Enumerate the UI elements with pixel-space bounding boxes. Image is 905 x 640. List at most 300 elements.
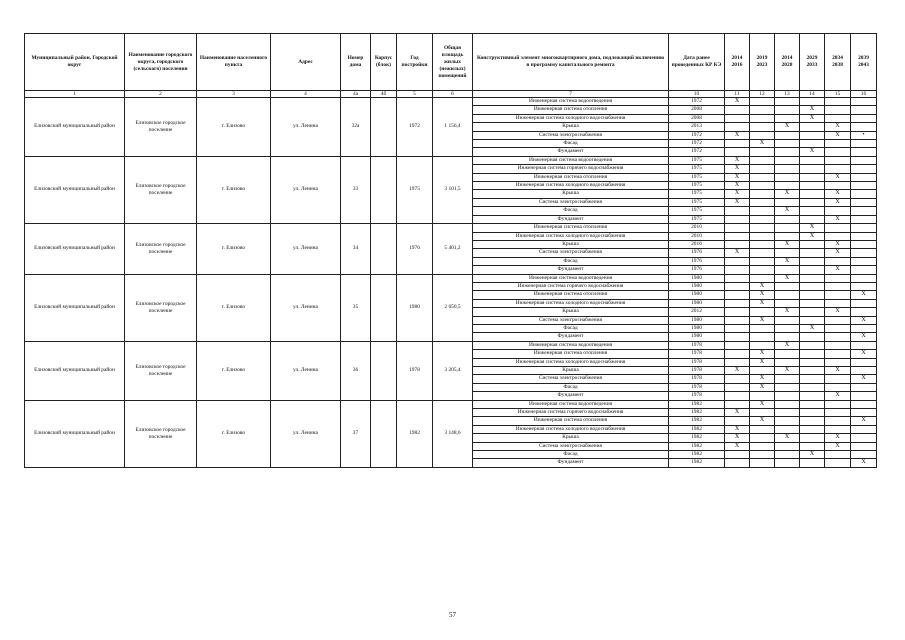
header-cell: Наименование населенного пункта (197, 34, 271, 91)
period-mark-cell: X (775, 274, 800, 282)
period-mark-cell: X (775, 341, 800, 349)
period-mark-cell (825, 114, 851, 122)
period-mark-cell (851, 400, 877, 408)
period-mark-cell: X (825, 392, 851, 400)
period-mark-cell (825, 207, 851, 215)
period-mark-cell: X (851, 291, 877, 299)
period-mark-cell (750, 324, 775, 332)
block-cell (371, 156, 397, 223)
period-mark-cell (800, 299, 825, 307)
column-number: 14 (800, 91, 825, 98)
element-cell: Крыша (473, 308, 669, 316)
repair-date-cell: 1982 (669, 442, 725, 450)
period-mark-cell (825, 451, 851, 459)
period-mark-cell: X (825, 190, 851, 198)
period-mark-cell: X (775, 190, 800, 198)
period-mark-cell (851, 409, 877, 417)
street-cell: ул. Ленина (271, 224, 341, 274)
repair-date-cell: 1982 (669, 425, 725, 433)
street-cell: ул. Ленина (271, 341, 341, 400)
settlement-cell: Елизовское городское поселение (125, 341, 197, 400)
period-mark-cell (800, 266, 825, 274)
element-cell: Фундамент (473, 266, 669, 274)
period-mark-cell: X (825, 434, 851, 442)
period-mark-cell (825, 282, 851, 290)
period-mark-cell (775, 358, 800, 366)
period-mark-cell: X (725, 249, 750, 257)
repair-date-cell: 1982 (669, 417, 725, 425)
period-mark-cell (750, 257, 775, 265)
document-page (24, 33, 877, 468)
header-cell: Год постройки (397, 34, 433, 91)
period-mark-cell: X (725, 165, 750, 173)
period-mark-cell (750, 131, 775, 139)
column-number: 11 (725, 91, 750, 98)
period-mark-cell: X (851, 333, 877, 341)
element-cell: Фасад (473, 207, 669, 215)
build-year-cell: 1976 (397, 224, 433, 274)
settlement-cell: Елизовское городское поселение (125, 224, 197, 274)
house-number-cell: 34 (341, 224, 371, 274)
element-cell: Крыша (473, 190, 669, 198)
repair-date-cell: 1975 (669, 165, 725, 173)
element-cell: Инженерная система холодного водоснабжения (473, 232, 669, 240)
period-mark-cell (725, 383, 750, 391)
period-mark-cell (825, 358, 851, 366)
element-cell: Система электроснабжения (473, 375, 669, 383)
period-mark-cell (775, 459, 800, 467)
period-mark-cell (775, 224, 800, 232)
column-number: 7 (473, 91, 669, 98)
period-mark-cell (750, 114, 775, 122)
period-mark-cell (750, 425, 775, 433)
repair-date-cell: 1972 (669, 148, 725, 156)
period-mark-cell (775, 198, 800, 206)
period-mark-cell (750, 240, 775, 248)
element-cell: Инженерная система водоотведения (473, 274, 669, 282)
period-mark-cell (851, 173, 877, 181)
period-mark-cell (800, 140, 825, 148)
period-mark-cell (750, 266, 775, 274)
period-mark-cell (725, 232, 750, 240)
period-mark-cell (725, 350, 750, 358)
street-cell: ул. Ленина (271, 400, 341, 467)
element-cell: Инженерная система холодного водоснабжения (473, 114, 669, 122)
period-mark-cell (800, 409, 825, 417)
period-mark-cell (800, 198, 825, 206)
period-mark-cell (725, 333, 750, 341)
period-mark-cell (775, 400, 800, 408)
period-mark-cell (851, 182, 877, 190)
header-cell: 2019 2023 (750, 34, 775, 91)
period-mark-cell (775, 451, 800, 459)
district-cell: Елизовский муниципальный район (25, 274, 125, 341)
element-cell: Система электроснабжения (473, 131, 669, 139)
period-mark-cell (851, 106, 877, 114)
period-mark-cell (800, 442, 825, 450)
locality-cell: г. Елизово (197, 224, 271, 274)
period-mark-cell (750, 224, 775, 232)
element-cell: Фундамент (473, 215, 669, 223)
table-row (25, 341, 877, 349)
period-mark-cell (800, 392, 825, 400)
build-year-cell: 1980 (397, 274, 433, 341)
period-mark-cell: X (851, 350, 877, 358)
period-mark-cell (825, 232, 851, 240)
period-mark-cell: X (750, 350, 775, 358)
area-cell: 3 205,4 (433, 341, 473, 400)
period-mark-cell (725, 240, 750, 248)
block-cell (371, 98, 397, 157)
element-cell: Крыша (473, 434, 669, 442)
district-cell: Елизовский муниципальный район (25, 98, 125, 157)
period-mark-cell: X (825, 308, 851, 316)
header-cell: 2034 2038 (825, 34, 851, 91)
column-number: 13 (775, 91, 800, 98)
period-mark-cell (725, 417, 750, 425)
period-mark-cell (775, 173, 800, 181)
period-mark-cell (775, 148, 800, 156)
period-mark-cell: X (775, 207, 800, 215)
period-mark-cell: X (825, 215, 851, 223)
locality-cell: г. Елизово (197, 341, 271, 400)
area-cell: 3 148,6 (433, 400, 473, 467)
period-mark-cell (851, 224, 877, 232)
settlement-cell: Елизовское городское поселение (125, 274, 197, 341)
element-cell: Фасад (473, 140, 669, 148)
repair-date-cell: 1980 (669, 274, 725, 282)
period-mark-cell (750, 392, 775, 400)
period-mark-cell: X (800, 232, 825, 240)
block-cell (371, 224, 397, 274)
period-mark-cell: X (851, 316, 877, 324)
element-cell: Инженерная система водоотведения (473, 341, 669, 349)
period-mark-cell (800, 274, 825, 282)
period-mark-cell: X (825, 240, 851, 248)
period-mark-cell: X (825, 442, 851, 450)
period-mark-cell: X (825, 198, 851, 206)
period-mark-cell (800, 190, 825, 198)
period-mark-cell (750, 442, 775, 450)
area-cell: 5 401,2 (433, 224, 473, 274)
period-mark-cell: X (725, 442, 750, 450)
period-mark-cell (851, 249, 877, 257)
period-mark-cell: X (750, 417, 775, 425)
period-mark-cell: X (725, 173, 750, 181)
header-cell: 2039 2043 (851, 34, 877, 91)
district-cell: Елизовский муниципальный район (25, 341, 125, 400)
repair-date-cell: 1982 (669, 459, 725, 467)
period-mark-cell (851, 299, 877, 307)
element-cell: Фасад (473, 451, 669, 459)
period-mark-cell (800, 383, 825, 391)
period-mark-cell (775, 106, 800, 114)
element-cell: Инженерная система водоотведения (473, 156, 669, 164)
element-cell: Крыша (473, 367, 669, 375)
element-cell: Инженерная система холодного водоснабжения (473, 425, 669, 433)
period-mark-cell: X (775, 308, 800, 316)
period-mark-cell (851, 358, 877, 366)
block-cell (371, 400, 397, 467)
period-mark-cell (725, 224, 750, 232)
header-cell: Общая площадь жилых (нежилых) помещений (433, 34, 473, 91)
table-row (25, 156, 877, 164)
period-mark-cell (800, 434, 825, 442)
repair-date-cell: 1980 (669, 333, 725, 341)
period-mark-cell (851, 274, 877, 282)
period-mark-cell: X (825, 131, 851, 139)
repair-date-cell: 1980 (669, 291, 725, 299)
header-cell: Наименование городского округа, городского (сельского) поселения (125, 34, 197, 91)
house-number-cell: 35 (341, 274, 371, 341)
repair-date-cell: 1976 (669, 257, 725, 265)
repair-date-cell: 1975 (669, 207, 725, 215)
period-mark-cell (725, 324, 750, 332)
period-mark-cell (825, 316, 851, 324)
period-mark-cell: X (725, 198, 750, 206)
period-mark-cell (725, 106, 750, 114)
repair-date-cell: 1975 (669, 190, 725, 198)
repair-date-cell: 2016 (669, 240, 725, 248)
header-cell: 2014 2028 (775, 34, 800, 91)
block-cell (371, 274, 397, 341)
element-cell: Фасад (473, 383, 669, 391)
column-number: 15 (825, 91, 851, 98)
period-mark-cell: X (851, 417, 877, 425)
period-mark-cell (775, 182, 800, 190)
period-mark-cell (750, 459, 775, 467)
period-mark-cell (800, 257, 825, 265)
period-mark-cell (851, 232, 877, 240)
period-mark-cell (775, 131, 800, 139)
period-mark-cell (775, 282, 800, 290)
period-mark-cell (851, 114, 877, 122)
street-cell: ул. Ленина (271, 274, 341, 341)
repair-date-cell: 1976 (669, 266, 725, 274)
period-mark-cell (775, 266, 800, 274)
period-mark-cell (725, 375, 750, 383)
column-number: 2 (125, 91, 197, 98)
repair-date-cell: 2010 (669, 224, 725, 232)
element-cell: Инженерная система отопления (473, 224, 669, 232)
period-mark-cell: X (775, 434, 800, 442)
period-mark-cell (775, 316, 800, 324)
element-cell: Инженерная система отопления (473, 417, 669, 425)
period-mark-cell (825, 165, 851, 173)
period-mark-cell: X (750, 282, 775, 290)
column-number: 12 (750, 91, 775, 98)
period-mark-cell (725, 282, 750, 290)
column-number: 3 (197, 91, 271, 98)
period-mark-cell: X (825, 123, 851, 131)
period-mark-cell (851, 308, 877, 316)
period-mark-cell (825, 459, 851, 467)
header-cell: Номер дома (341, 34, 371, 91)
settlement-cell: Елизовское городское поселение (125, 98, 197, 157)
element-cell: Инженерная система горячего водоснабжения (473, 409, 669, 417)
table-body (25, 98, 877, 468)
build-year-cell: 1982 (397, 400, 433, 467)
period-mark-cell (725, 451, 750, 459)
repair-date-cell: 1978 (669, 375, 725, 383)
element-cell: Крыша (473, 123, 669, 131)
period-mark-cell (725, 274, 750, 282)
period-mark-cell (800, 131, 825, 139)
period-mark-cell: X (750, 383, 775, 391)
period-mark-cell (775, 409, 800, 417)
repair-date-cell: 1982 (669, 409, 725, 417)
element-cell: Инженерная система холодного водоснабжения (473, 299, 669, 307)
period-mark-cell (775, 324, 800, 332)
period-mark-cell (725, 316, 750, 324)
period-mark-cell (800, 173, 825, 181)
period-mark-cell (750, 207, 775, 215)
element-cell: Инженерная система горячего водоснабжения (473, 165, 669, 173)
period-mark-cell (825, 425, 851, 433)
period-mark-cell (800, 367, 825, 375)
repair-date-cell: 2008 (669, 106, 725, 114)
element-cell: Инженерная система холодного водоснабжения (473, 358, 669, 366)
repair-date-cell: 1972 (669, 131, 725, 139)
period-mark-cell: X (800, 324, 825, 332)
period-mark-cell (725, 215, 750, 223)
period-mark-cell: X (775, 240, 800, 248)
period-mark-cell (750, 165, 775, 173)
period-mark-cell (800, 341, 825, 349)
locality-cell: г. Елизово (197, 400, 271, 467)
element-cell: Фундамент (473, 459, 669, 467)
column-number: 10 (669, 91, 725, 98)
district-cell: Елизовский муниципальный район (25, 224, 125, 274)
build-year-cell: 1975 (397, 156, 433, 223)
period-mark-cell (750, 232, 775, 240)
period-mark-cell (800, 240, 825, 248)
column-number: 5 (397, 91, 433, 98)
period-mark-cell (851, 367, 877, 375)
repair-date-cell: 2008 (669, 114, 725, 122)
period-mark-cell (825, 140, 851, 148)
element-cell: Фундамент (473, 392, 669, 400)
period-mark-cell: X (851, 459, 877, 467)
period-mark-cell (775, 350, 800, 358)
table-row (25, 274, 877, 282)
period-mark-cell (825, 341, 851, 349)
repair-date-cell: 1976 (669, 249, 725, 257)
page-number: 57 (449, 611, 456, 619)
period-mark-cell (775, 375, 800, 383)
period-mark-cell (851, 215, 877, 223)
element-cell: Система электроснабжения (473, 316, 669, 324)
repair-date-cell: 2010 (669, 232, 725, 240)
period-mark-cell (851, 425, 877, 433)
period-mark-cell (775, 215, 800, 223)
period-mark-cell (725, 308, 750, 316)
period-mark-cell (725, 207, 750, 215)
repair-date-cell: 1980 (669, 316, 725, 324)
period-mark-cell (800, 417, 825, 425)
period-mark-cell (775, 417, 800, 425)
build-year-cell: 1978 (397, 341, 433, 400)
period-mark-cell: X (775, 257, 800, 265)
period-mark-cell: X (750, 299, 775, 307)
period-mark-cell (750, 409, 775, 417)
column-number: 16 (851, 91, 877, 98)
repair-date-cell: 1978 (669, 350, 725, 358)
repair-date-cell: 1972 (669, 98, 725, 106)
repair-date-cell: 1975 (669, 182, 725, 190)
period-mark-cell: X (725, 367, 750, 375)
period-mark-cell: X (725, 434, 750, 442)
period-mark-cell (725, 114, 750, 122)
repair-program-table (24, 33, 877, 468)
period-mark-cell (851, 165, 877, 173)
period-mark-cell (800, 350, 825, 358)
period-mark-cell (750, 274, 775, 282)
element-cell: Инженерная система холодного водоснабжения (473, 182, 669, 190)
period-mark-cell: X (750, 375, 775, 383)
element-cell: Инженерная система горячего водоснабжения (473, 282, 669, 290)
settlement-cell: Елизовское городское поселение (125, 156, 197, 223)
period-mark-cell (775, 442, 800, 450)
period-mark-cell (775, 165, 800, 173)
period-mark-cell (800, 249, 825, 257)
period-mark-cell (800, 123, 825, 131)
block-cell (371, 341, 397, 400)
period-mark-cell (775, 114, 800, 122)
period-mark-cell (750, 123, 775, 131)
period-mark-cell (851, 148, 877, 156)
repair-date-cell: 1982 (669, 400, 725, 408)
repair-date-cell: 1975 (669, 156, 725, 164)
header-cell: 2029 2033 (800, 34, 825, 91)
period-mark-cell: X (750, 316, 775, 324)
period-mark-cell (750, 308, 775, 316)
period-mark-cell: X (775, 123, 800, 131)
period-mark-cell (800, 165, 825, 173)
repair-date-cell: 1980 (669, 282, 725, 290)
period-mark-cell (750, 333, 775, 341)
header-cell: Адрес (271, 34, 341, 91)
period-mark-cell (851, 207, 877, 215)
repair-date-cell: 1978 (669, 367, 725, 375)
period-mark-cell (800, 358, 825, 366)
element-cell: Фундамент (473, 148, 669, 156)
repair-date-cell: 2013 (669, 123, 725, 131)
period-mark-cell (725, 341, 750, 349)
period-mark-cell: X (725, 409, 750, 417)
repair-date-cell: 1980 (669, 299, 725, 307)
period-mark-cell (851, 198, 877, 206)
column-number: 6 (433, 91, 473, 98)
period-mark-cell (750, 249, 775, 257)
header-cell: Корпус (блок) (371, 34, 397, 91)
period-mark-cell (825, 274, 851, 282)
district-cell: Елизовский муниципальный район (25, 400, 125, 467)
period-mark-cell (825, 324, 851, 332)
period-mark-cell: X (775, 367, 800, 375)
period-mark-cell (825, 409, 851, 417)
period-mark-cell (750, 98, 775, 106)
period-mark-cell (800, 282, 825, 290)
period-mark-cell (775, 299, 800, 307)
element-cell: Инженерная система водоотведения (473, 400, 669, 408)
street-cell: ул. Ленина (271, 156, 341, 223)
period-mark-cell (750, 215, 775, 223)
element-cell: Инженерная система отопления (473, 350, 669, 358)
period-mark-cell: X (800, 148, 825, 156)
period-mark-cell (851, 442, 877, 450)
house-number-cell: 36 (341, 341, 371, 400)
